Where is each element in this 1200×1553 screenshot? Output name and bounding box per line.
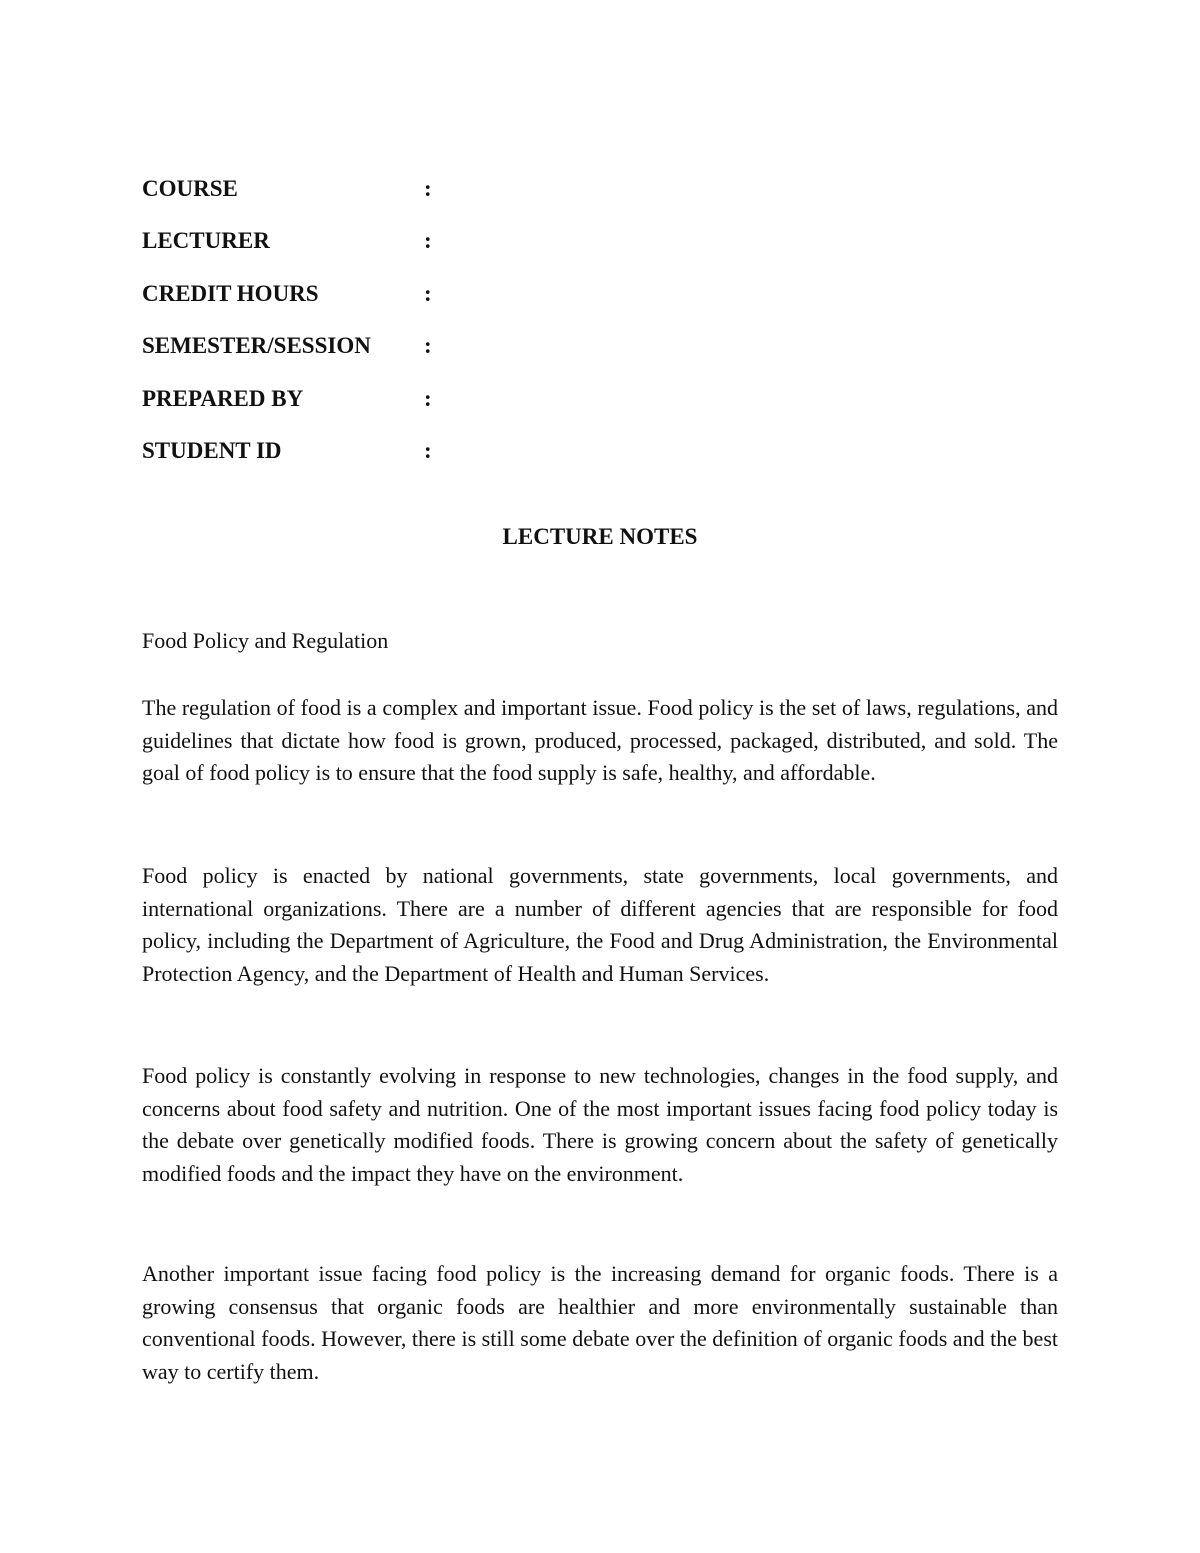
document-title: LECTURE NOTES <box>502 524 698 549</box>
field-label: SEMESTER/SESSION <box>142 333 371 359</box>
paragraph: Food policy is constantly evolving in response to new technologies, changes in the food supply, and concerns about food safety and nutrition. One of the most important issues facing food policy today is the debate over genetically modified foods. There is growing concern about the safety of genetically modified foods and the impact they have on the environment. <box>142 1063 1058 1186</box>
field-label: CREDIT HOURS <box>142 280 319 306</box>
field-separator: : <box>424 176 432 201</box>
field-separator: : <box>424 437 432 463</box>
paragraph: Another important issue facing food policy is the increasing demand for organic foods. There is a growing consensus that organic foods are healthier and more environmentally sustainable than conventional foods. However, there is still some debate over the definition of organic foods and the best way to certify them. <box>142 1261 1058 1384</box>
field-label: COURSE <box>142 176 238 201</box>
subject-heading: Food Policy and Regulation <box>142 628 389 653</box>
field-label: STUDENT ID <box>142 437 282 463</box>
field-label: PREPARED BY <box>142 385 304 411</box>
field-separator: : <box>424 228 432 254</box>
field-separator: : <box>424 333 432 359</box>
paragraph: Food policy is enacted by national governments, state governments, local governments, and international organizations. There are a number of different agencies that are responsible for food policy, including the Department of Agriculture, the Food and Drug Administration, the Environmental Protection Agency, and the Department of Health and Human Services. <box>142 863 1058 986</box>
field-label: LECTURER <box>142 228 270 254</box>
field-separator: : <box>424 385 432 411</box>
field-separator: : <box>424 280 432 306</box>
paragraph: The regulation of food is a complex and important issue. Food policy is the set of laws, regulations, and guidelines that dictate how food is grown, produced, processed, packaged, distributed, and sold. The goal of food policy is to ensure that the food supply is safe, healthy, and affordable. <box>142 695 1058 785</box>
